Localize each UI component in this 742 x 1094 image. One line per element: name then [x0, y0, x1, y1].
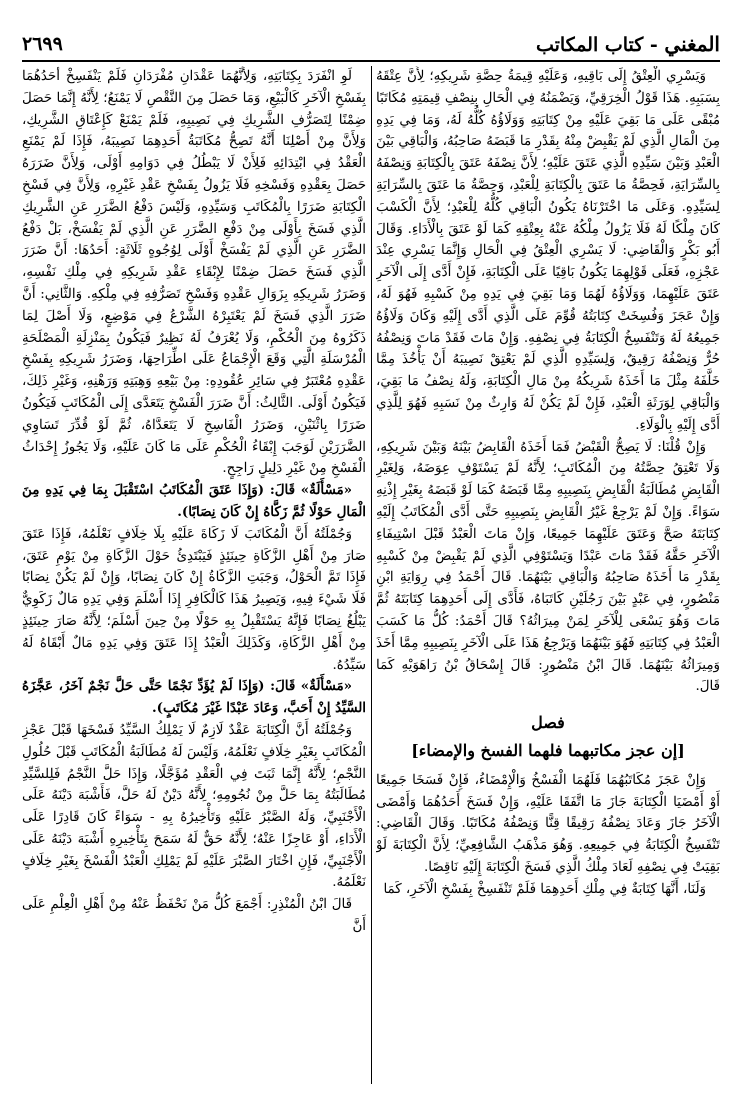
paragraph: وَجُمْلَتُهُ أَنَّ الْكِتَابَةَ عَقْدٌ لَازِمٌ لَا يَمْلِكُ السَّيِّدُ فَسْخَهَا قَبْلَ عَجْزِ الْمُكَاتَبِ بِغَيْرِ خِلَافٍ نَعْلَمُهُ، وَلَيْسَ لَهُ مُطَالَبَةُ الْمُكَاتَبِ قَبْلَ حُلُولِ النَّجْمِ؛ لِأَنَّهُ إِنَّمَا ثَبَتَ فِي الْعَقْدِ مُؤَجَّلًا، وَإِذَا حَلَّ النَّجْمُ فَلِلسَّيِّدِ مُطَالَبَتُهُ بِمَا حَلَّ مِنْ نُجُومِهِ؛ لِأَنَّهُ دَيْنٌ لَهُ حَلَّ، فَأَشْبَهَ دَيْنَهُ عَلَى الْأَجْنَبِيِّ، وَلَهُ الصَّبْرُ عَلَيْهِ وَتَأْخِيرُهُ بِهِ - سَوَاءً كَانَ قَادِرًا عَلَى الْأَدَاءِ، أَوْ عَاجِزًا عَنْهُ؛ لِأَنَّهُ حَقٌّ لَهُ سَمَحَ بِتَأْخِيرِهِ أَشْبَهَ دَيْنَهُ عَلَى الْأَجْنَبِيِّ، فَإِنِ اخْتَارَ الصَّبْرَ عَلَيْهِ لَمْ يَمْلِكِ الْعَبْدُ الْفَسْخَ بِغَيْرِ خِلَافٍ نَعْلَمُهُ.	[22, 722, 366, 891]
paragraph: وَإِنْ عَجَزَ مُكَاتَبُهُمَا فَلَهُمَا الْفَسْخُ وَالْإِمْضَاءُ، فَإِنْ فَسَخَا جَمِيعًا أَوْ أَمْضَيَا الْكِتَابَةَ جَازَ مَا اتَّفَقَا عَلَيْهِ، وَإِنْ فَسَخَ أَحَدُهُمَا وَأَمْضَى الْآخَرُ جَازَ وَعَادَ نِصْفُهُ رَقِيقًا قِنًّا وَنِصْفُهُ مُكَاتَبًا. وَقَالَ الْقَاضِي: تَنْفَسِخُ الْكِتَابَةُ فِي جَمِيعِهِ. وَهُوَ مَذْهَبُ الشَّافِعِيِّ؛ لِأَنَّ الْكِتَابَةَ لَوْ بَقِيَتْ فِي نِصْفِهِ لَعَادَ مِلْكُ الَّذِي فَسَخَ الْكِتَابَةَ إِلَيْهِ نَاقِصًا.	[376, 772, 720, 875]
page-header	[22, 30, 720, 58]
title-separator: -	[643, 34, 665, 56]
running-title	[536, 32, 720, 56]
paragraph: وَيَسْرِي الْعِتْقُ إِلَى بَاقِيهِ، وَعَلَيْهِ قِيمَةُ حِصَّةِ شَرِيكِهِ؛ لِأَنَّ عِتْقَهُ بِسَبَبِهِ. هَذَا قَوْلُ الْخِرَقِيِّ، وَيَضْمَنُهُ فِي الْحَالِ بِنِصْفِ قِيمَتِهِ مُكَاتَبًا مُبْقًى عَلَى مَا بَقِيَ عَلَيْهِ مِنْ كِتَابَتِهِ وَوَلَاؤُهُ كُلُّهُ لَهُ، وَمَا فِي يَدِهِ مِنَ الْمَالِ الَّذِي لَمْ يَقْبِضْ مِنْهُ بِقَدْرِ مَا قَبَضَهُ صَاحِبُهُ، وَالْبَاقِي بَيْنَ الْعَبْدِ وَبَيْنَ سَيِّدِهِ الَّذِي عَتَقَ عَلَيْهِ؛ لِأَنَّ نِصْفَهُ عَتَقَ بِالْكِتَابَةِ وَنِصْفَهُ بِالسِّرَايَةِ، فَحِصَّةُ مَا عَتَقَ بِالْكِتَابَةِ لِلْعَبْدِ، وَحِصَّةُ مَا عَتَقَ بِالسِّرَايَةِ لِسَيِّدِهِ. وَعَلَى مَا اخْتَرْنَاهُ يَكُونُ الْبَاقِي كُلُّهُ لِلْعَبْدِ؛ لِأَنَّ الْكَسْبَ كَانَ مِلْكًا لَهُ فَلَا يَزُولُ مِلْكُهُ عَنْهُ بِعِتْقِهِ كَمَا لَوْ عَتَقَ بِالْأَدَاءِ. وَقَالَ أَبُو بَكْرٍ وَالْقَاضِي: لَا يَسْرِي الْعِتْقُ فِي الْحَالِ وَإِنَّمَا يَسْرِي عِنْدَ عَجْزِهِ، فَعَلَى قَوْلِهِمَا يَكُونُ بَاقِيًا عَلَى الْكِتَابَةِ، فَإِنْ أَدَّى إِلَى الْآخَرِ عَتَقَ عَلَيْهِمَا، وَوَلَاؤُهُ لَهُمَا وَمَا بَقِيَ فِي يَدِهِ مِنْ كَسْبِهِ فَهُوَ لَهُ، وَإِنْ عَجَزَ وَفُسِخَتْ كِتَابَتُهُ قُوِّمَ عَلَى الَّذِي أَدَّى إِلَيْهِ وَكَانَ وَلَاؤُهُ جَمِيعُهُ لَهُ وَتَنْفَسِخُ الْكِتَابَةُ فِي نِصْفِهِ. وَإِنْ مَاتَ فَقَدْ مَاتَ وَنِصْفُهُ حُرٌّ وَنِصْفُهُ رَقِيقٌ، وَلِسَيِّدِهِ الَّذِي لَمْ يَعْتِقْ نَصِيبَهُ أَنْ يَأْخُذَ مِمَّا خَلَّفَهُ مِثْلَ مَا أَخَذَهُ شَرِيكُهُ مِنْ مَالِ الْكِتَابَةِ، وَلَهُ نِصْفُ مَا بَقِيَ، وَالْبَاقِي لِوَرَثَةِ الْعَبْدِ، فَإِنْ لَمْ يَكُنْ لَهُ وَارِثٌ مِنْ نَسَبِهِ فَهُوَ لِلَّذِي أَدَّى إِلَيْهِ بِالْوَلَاءِ.	[376, 69, 720, 433]
page-number: ٢٦٩٩	[22, 33, 63, 55]
chapter-heading: [إن عجز مكاتبهما فلهما الفسخ والإمضاء]	[411, 740, 685, 760]
masala-heading: «مَسْأَلَةٌ» قَالَ: (وَإِذَا لَمْ يُؤَدِّ نَجْمًا حَتَّى حَلَّ نَجْمٌ آخَرُ، عَجَّزَهُ السَّيِّدُ إِنْ أَحَبَّ، وَعَادَ عَبْدًا غَيْرَ مُكَاتَبٍ).	[22, 678, 366, 717]
left-column	[22, 66, 366, 1088]
right-column	[376, 66, 720, 1088]
header-rule	[22, 60, 720, 62]
masala-heading: «مَسْأَلَةٌ» قَالَ: (وَإِذَا عَتَقَ الْمُكَاتَبُ اسْتَقْبَلَ بِمَا فِي يَدِهِ مِنَ الْمَالِ حَوْلًا ثُمَّ زَكَّاهُ إِنْ كَانَ نِصَابًا).	[22, 482, 366, 520]
paragraph: وَإِنْ قُلْنَا: لَا يَصِحُّ الْقَبْضُ فَمَا أَخَذَهُ الْقَابِضُ بَيْنَهُ وَبَيْنَ شَرِيكِهِ، وَلَا تَعْتِقُ حِصَّتُهُ مِنَ الْمُكَاتَبِ؛ لِأَنَّهُ لَمْ يَسْتَوْفِ عِوَضَهُ، وَلِغَيْرِ الْقَابِضِ مُطَالَبَةُ الْقَابِضِ بِنَصِيبِهِ مِمَّا قَبَضَهُ كَمَا لَوْ قَبَضَهُ بِغَيْرِ إِذْنِهِ سَوَاءً. وَإِنْ لَمْ يَرْجِعْ غَيْرُ الْقَابِضِ بِنَصِيبِهِ حَتَّى أَدَّى الْمُكَاتَبُ إِلَيْهِ كِتَابَتَهُ صَحَّ وَعَتَقَ عَلَيْهِمَا جَمِيعًا، وَإِنْ مَاتَ الْعَبْدُ قَبْلَ اسْتِيفَاءِ الْآخَرِ حَقَّهُ فَقَدْ مَاتَ عَبْدًا وَيَسْتَوْفِي الَّذِي لَمْ يَقْبِضْ مِنْ كَسْبِهِ بِقَدْرِ مَا أَخَذَهُ صَاحِبُهُ وَالْبَاقِي بَيْنَهُمَا. قَالَ أَحْمَدُ فِي رِوَايَةِ ابْنِ مَنْصُورٍ، فِي عَبْدٍ بَيْنَ رَجُلَيْنِ كَاتَبَاهُ، فَأَدَّى إِلَى أَحَدِهِمَا كِتَابَتَهُ ثُمَّ مَاتَ وَهُوَ يَسْعَى لِلْآخَرِ لِمَنْ مِيرَاثُهُ؟ قَالَ أَحْمَدُ: كُلُّ مَا كَسَبَ الْعَبْدُ فِي كِتَابَتِهِ فَهُوَ بَيْنَهُمَا وَيَرْجِعُ هَذَا عَلَى الْآخَرِ بِنَصِيبِهِ مِمَّا أَخَذَ وَمِيرَاثُهُ بَيْنَهُمَا. قَالَ ابْنُ مَنْصُورٍ: قَالَ إِسْحَاقُ بْنُ رَاهَوَيْهِ كَمَا قَالَ.	[376, 439, 720, 695]
section-heading: فصل	[531, 713, 565, 733]
paragraph: وَلَنَا، أَنَّهَا كِتَابَةٌ فِي مِلْكِ أَحَدِهِمَا فَلَمْ تَنْفَسِخْ بِفَسْخِ الْآخَرِ، كَمَا	[383, 881, 706, 897]
paragraph: قَالَ ابْنُ الْمُنْذِرِ: أَجْمَعَ كُلُّ مَنْ نَحْفَظُ عَنْهُ مِنْ أَهْلِ الْعِلْمِ عَلَى أَنَّ	[22, 897, 366, 935]
section-name: كتاب المكاتب	[535, 34, 644, 56]
column-divider	[371, 66, 372, 1084]
paragraph: لَوِ انْفَرَدَ بِكِتَابَتِهِ، وَلِأَنَّهُمَا عَقْدَانِ مُفْرَدَانِ فَلَمْ يَنْفَسِخْ أَحَدُهُمَا بِفَسْخِ الْآخَرِ كَالْبَيْعِ، وَمَا حَصَلَ مِنَ النَّقْصِ لَا يَمْنَعُ؛ لِأَنَّهُ إِنَّمَا حَصَلَ ضِمْنًا لِتَصَرُّفِ الشَّرِيكِ فِي نَصِيبِهِ، فَلَمْ يَمْنَعْ كَإِعْتَاقِ الشَّرِيكِ، وَلِأَنَّ مِنْ أَصْلِنَا أَنَّهُ تَصِحُّ مُكَاتَبَةُ أَحَدِهِمَا نَصِيبَهُ، فَإِذَا لَمْ يَمْنَعِ الْعَقْدُ فِي ابْتِدَائِهِ فَلِأَنْ لَا يَبْطُلُ فِي دَوَامِهِ أَوْلَى، وَلِأَنَّ ضَرَرَهُ حَصَلَ بِعَقْدِهِ وَفَسْخِهِ فَلَا يَزُولُ بِفَسْخِ عَقْدِ غَيْرِهِ، وَلِأَنَّ فِي فَسْخِ الْكِتَابَةِ ضَرَرًا بِالْمُكَاتَبِ وَسَيِّدِهِ، وَلَيْسَ دَفْعُ الضَّرَرِ عَنِ الشَّرِيكِ الَّذِي فَسَخَ بِأَوْلَى مِنْ دَفْعِ الضَّرَرِ عَنِ الَّذِي لَمْ يَفْسَخْ، بَلْ دَفْعُ الضَّرَرِ عَنِ الَّذِي لَمْ يَفْسَخْ أَوْلَى لِوُجُوهٍ ثَلَاثَةٍ: أَحَدُهَا: أَنَّ ضَرَرَ الَّذِي فَسَخَ حَصَلَ ضِمْنًا لِإِبْقَاءِ عَقْدِ شَرِيكِهِ فِي مِلْكِ نَفْسِهِ، وَضَرَرُ شَرِيكِهِ بِزَوَالِ عَقْدِهِ وَفَسْخِ تَصَرُّفِهِ فِي مِلْكِهِ. وَالثَّانِي: أَنَّ ضَرَرَ الَّذِي فَسَخَ لَمْ يَعْتَبِرْهُ الشَّرْعُ فِي مَوْضِعٍ، وَلَا أَصْلَ لِمَا ذَكَرُوهُ مِنَ الْحُكْمِ، وَلَا يُعْرَفُ لَهُ نَظِيرٌ فَيَكُونُ بِمَنْزِلَةِ الْمَصْلَحَةِ الْمُرْسَلَةِ الَّتِي وَقَعَ الْإِجْمَاعُ عَلَى اطِّرَاحِهَا، وَضَرَرُ شَرِيكِهِ بِفَسْخِ عَقْدِهِ مُعْتَبَرٌ فِي سَائِرِ عُقُودِهِ: مِنْ بَيْعِهِ وَهِبَتِهِ وَرَهْنِهِ، وَغَيْرِ ذَلِكَ، فَيَكُونُ أَوْلَى. الثَّالِثُ: أَنَّ ضَرَرَ الْفَسْخِ يَتَعَدَّى إِلَى الْمُكَاتَبِ فَيَكُونُ ضَرَرًا بِاثْنَيْنِ، وَضَرَرُ الْفَاسِخِ لَا يَتَعَدَّاهُ، ثُمَّ لَوْ قُدِّرَ تَسَاوِي الضَّرَرَيْنِ لَوَجَبَ إِبْقَاءُ الْحُكْمِ عَلَى مَا كَانَ عَلَيْهِ، وَلَا يَجُوزُ إِحْدَاثُ الْفَسْخِ مِنْ غَيْرِ دَلِيلٍ رَاجِحٍ.	[22, 69, 366, 477]
book-title: المغني	[664, 32, 720, 56]
paragraph: وَجُمْلَتُهُ أَنَّ الْمُكَاتَبَ لَا زَكَاةَ عَلَيْهِ بِلَا خِلَافٍ نَعْلَمُهُ، فَإِذَا عَتَقَ صَارَ مِنْ أَهْلِ الزَّكَاةِ حِينَئِذٍ فَيَبْتَدِئُ حَوْلَ الزَّكَاةِ مِنْ يَوْمِ عَتَقَ، فَإِذَا تَمَّ الْحَوْلُ، وَجَبَتِ الزَّكَاةُ إِنْ كَانَ نِصَابًا، وَإِنْ لَمْ يَكُنْ نِصَابًا فَلَا شَيْءَ فِيهِ، وَيَصِيرُ هَذَا كَالْكَافِرِ إِذَا أَسْلَمَ وَفِي يَدِهِ مَالٌ زَكَوِيٌّ يَبْلُغُ نِصَابًا فَإِنَّهُ يَسْتَقْبِلُ بِهِ حَوْلًا مِنْ حِينَ أَسْلَمَ؛ لِأَنَّهُ صَارَ حِينَئِذٍ مِنْ أَهْلِ الزَّكَاةِ، وَكَذَلِكَ الْعَبْدُ إِذَا عَتَقَ وَفِي يَدِهِ مَالٌ أَبْقَاهُ لَهُ سَيِّدُهُ.	[22, 526, 366, 673]
